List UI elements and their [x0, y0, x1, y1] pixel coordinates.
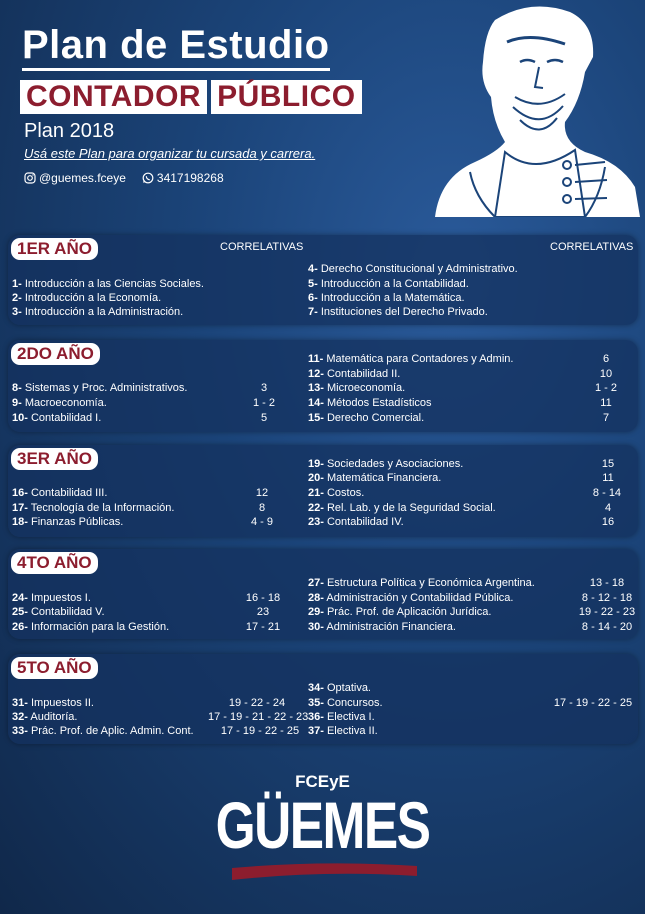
correlativas-value: 3 — [260, 382, 268, 394]
correlativas-value: 8 - 12 - 18 — [581, 592, 633, 604]
correlativas-value: 11 — [602, 472, 614, 484]
correlativas-value: 4 — [604, 502, 612, 514]
subject-row: 8- Sistemas y Proc. Administrativos. — [12, 382, 188, 394]
correlativas-value: 16 - 18 — [245, 592, 281, 604]
portrait-illustration — [435, 2, 640, 217]
subject-row: 7- Instituciones del Derecho Privado. — [308, 306, 488, 318]
subject-row: 3- Introducción a la Administración. — [12, 306, 184, 318]
year-card-4 — [8, 549, 638, 639]
correlativas-value: 13 - 18 — [589, 577, 625, 589]
correlativas-value: 11 — [600, 397, 612, 409]
correlativas-value: 4 - 9 — [250, 516, 273, 528]
subject-row: 2- Introducción a la Economía. — [12, 292, 162, 304]
whatsapp-number: 3417198268 — [156, 171, 224, 185]
subject-row: 30- Administración Financiera. — [308, 621, 456, 633]
subject-row: 4- Derecho Constitucional y Administrativo. — [308, 263, 518, 275]
correlativas-value: 7 — [602, 412, 610, 424]
subject-row: 19- Sociedades y Asociaciones. — [308, 458, 464, 470]
correlativas-value: 15 — [601, 458, 615, 470]
plan-year: Plan 2018 — [24, 120, 115, 142]
subject-row: 12- Contabilidad II. — [308, 368, 401, 380]
correlativas-value: 17 - 21 — [245, 621, 281, 633]
correlativas-value: 12 — [255, 487, 269, 499]
subject-row: 13- Microeconomía. — [308, 382, 406, 394]
career-title — [20, 80, 362, 114]
page-title: Plan de Estudio — [22, 24, 330, 71]
correlativas-value: 10 — [599, 368, 613, 380]
subject-row: 25- Contabilidad V. — [12, 606, 105, 618]
subject-row: 15- Derecho Comercial. — [308, 412, 425, 424]
subject-row: 5- Introducción a la Contabilidad. — [308, 278, 469, 290]
career-title-right: PÚBLICO — [211, 80, 362, 114]
subtitle: Usá este Plan para organizar tu cursada y carrera. — [24, 146, 316, 161]
footer-logo-text: GÜEMES — [215, 788, 430, 862]
subject-row: 11- Matemática para Contadores y Admin. — [308, 353, 514, 365]
year-card-1 — [8, 235, 638, 325]
subject-row: 17- Tecnología de la Información. — [12, 502, 175, 514]
instagram-icon — [24, 172, 36, 184]
subject-row: 22- Rel. Lab. y de la Seguridad Social. — [308, 502, 496, 514]
year-card-5 — [8, 654, 638, 744]
subject-row: 24- Impuestos I. — [12, 592, 91, 604]
footer-ribbon — [232, 860, 417, 880]
whatsapp-link[interactable] — [142, 171, 224, 185]
subject-row: 37- Electiva II. — [308, 725, 378, 737]
subject-row: 27- Estructura Política y Económica Argentina. — [308, 577, 535, 589]
correlativas-value: 8 — [258, 502, 266, 514]
correlativas-value: 8 - 14 — [592, 487, 622, 499]
social-links — [24, 171, 224, 185]
year-label: 4TO AÑO — [11, 552, 98, 574]
subject-row: 10- Contabilidad I. — [12, 412, 102, 424]
correlativas-value: 1 - 2 — [252, 397, 275, 409]
instagram-handle: @guemes.fceye — [39, 171, 126, 185]
subject-row: 14- Métodos Estadísticos — [308, 397, 432, 409]
year-label: 1ER AÑO — [11, 238, 98, 260]
subject-row: 28- Administración y Contabilidad Pública. — [308, 592, 514, 604]
correlativas-value: 19 - 22 - 24 — [228, 697, 286, 709]
subject-row: 16- Contabilidad III. — [12, 487, 108, 499]
correlativas-value: 8 - 14 - 20 — [581, 621, 633, 633]
subject-row: 29- Prác. Prof. de Aplicación Jurídica. — [308, 606, 492, 618]
subject-row: 36- Electiva I. — [308, 711, 375, 723]
subject-row: 33- Prác. Prof. de Aplic. Admin. Cont. — [12, 725, 194, 737]
subject-row: 35- Concursos. — [308, 697, 383, 709]
instagram-link[interactable] — [24, 171, 126, 185]
correlativas-value: 17 - 19 - 22 - 25 — [553, 697, 633, 709]
correlativas-header-right: CORRELATIVAS — [550, 241, 634, 253]
subject-row: 31- Impuestos II. — [12, 697, 94, 709]
correlativas-value: 19 - 22 - 23 — [578, 606, 636, 618]
subject-row: 34- Optativa. — [308, 682, 371, 694]
subject-row: 6- Introducción a la Matemática. — [308, 292, 465, 304]
correlativas-value: 17 - 19 - 21 - 22 - 23 — [208, 711, 309, 723]
year-label: 2DO AÑO — [11, 343, 100, 365]
subject-row: 1- Introducción a las Ciencias Sociales. — [12, 278, 204, 290]
career-title-left: CONTADOR — [20, 80, 207, 114]
subject-row: 21- Costos. — [308, 487, 365, 499]
subject-row: 18- Finanzas Públicas. — [12, 516, 124, 528]
correlativas-value: 16 — [601, 516, 615, 528]
subject-row: 26- Información para la Gestión. — [12, 621, 170, 633]
correlativas-value: 17 - 19 - 22 - 25 — [220, 725, 300, 737]
correlativas-value: 23 — [256, 606, 270, 618]
year-card-2 — [8, 340, 638, 432]
subject-row: 9- Macroeconomía. — [12, 397, 107, 409]
whatsapp-icon — [142, 172, 154, 184]
correlativas-value: 1 - 2 — [594, 382, 617, 394]
year-label: 3ER AÑO — [11, 448, 98, 470]
subject-row: 32- Auditoría. — [12, 711, 78, 723]
subject-row: 23- Contabilidad IV. — [308, 516, 404, 528]
correlativas-value: 6 — [602, 353, 610, 365]
year-card-3 — [8, 445, 638, 537]
correlativas-value: 5 — [260, 412, 268, 424]
footer-faculty: FCEyE — [295, 772, 350, 791]
subject-row: 20- Matemática Financiera. — [308, 472, 442, 484]
year-label: 5TO AÑO — [11, 657, 98, 679]
correlativas-header-left: CORRELATIVAS — [220, 241, 304, 253]
